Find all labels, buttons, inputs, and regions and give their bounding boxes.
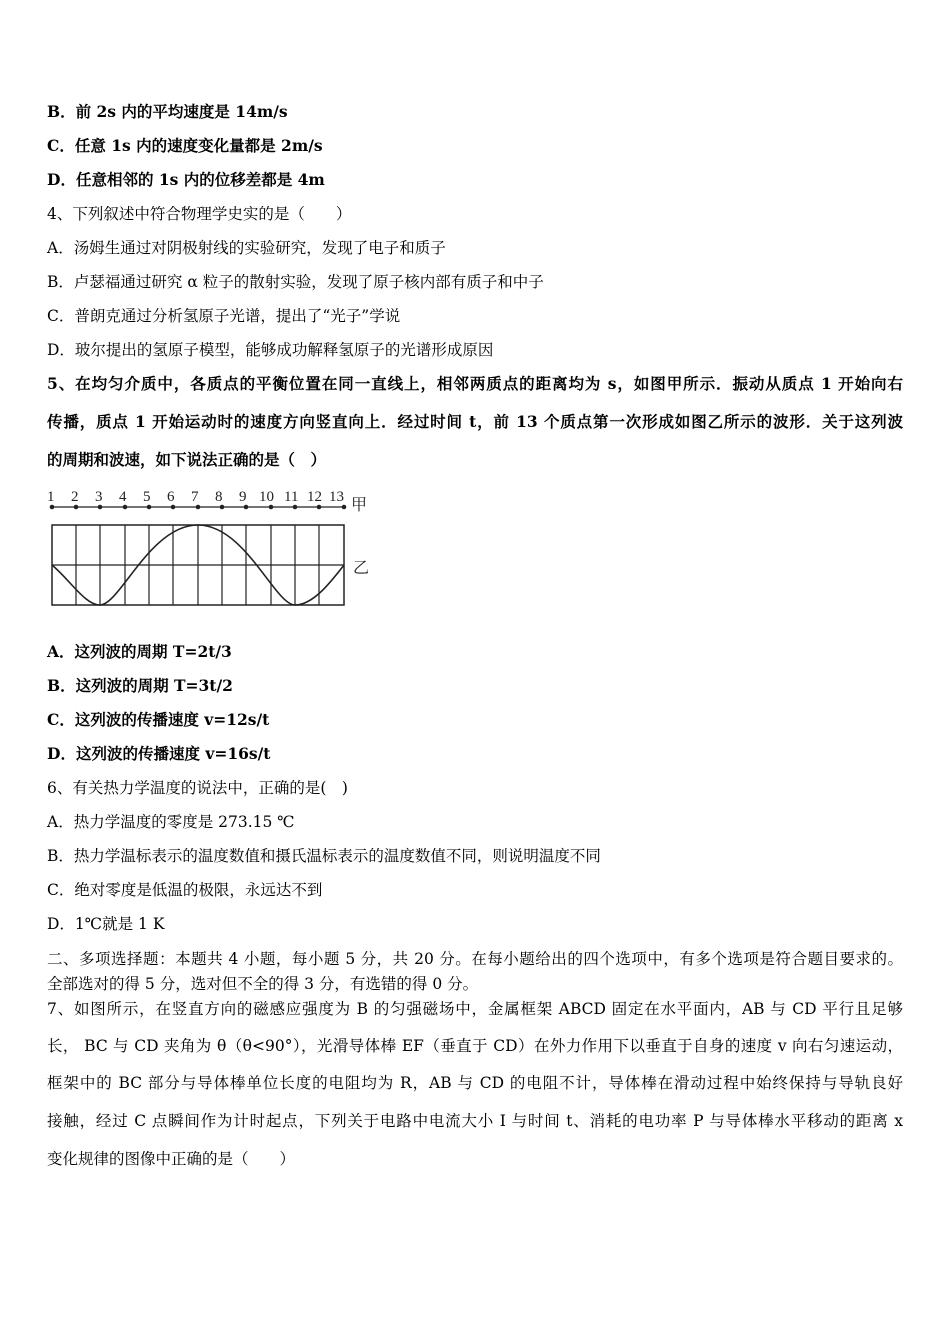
- q5-stem-line3: 的周期和波速，如下说法正确的是（ ）: [47, 450, 327, 469]
- section2-line2: 全部选对的得 5 分，选对但不全的得 3 分，有选错的得 0 分。: [47, 975, 479, 993]
- q5-option-b: B．这列波的周期 T=3t/2: [47, 676, 233, 695]
- q4-stem: 4、下列叙述中符合物理学史实的是（ ）: [47, 205, 352, 223]
- q5-stem-line2: 传播，质点 1 开始运动时的速度方向竖直向上．经过时间 t，前 13 个质点第一次形成如图乙所示的波形．关于这列波: [47, 412, 903, 431]
- q5-option-a: A．这列波的周期 T=2t/3: [47, 642, 232, 661]
- point-label: 8: [215, 489, 223, 505]
- q4-option-a: A．汤姆生通过对阴极射线的实验研究，发现了电子和质子: [47, 239, 446, 257]
- grid-lines: [52, 525, 344, 605]
- q4-option-c: C．普朗克通过分析氢原子光谱，提出了“光子”学说: [47, 307, 401, 325]
- label-jia: 甲: [351, 497, 368, 514]
- q7-line2: 长， BC 与 CD 夹角为 θ（θ<90°），光滑导体棒 EF（垂直于 CD）在外力作用下以垂直于自身的速度 v 向右匀速运动，: [47, 1037, 903, 1055]
- point-label: 10: [259, 489, 274, 505]
- point-label: 4: [119, 489, 127, 505]
- point-label: 13: [329, 489, 344, 505]
- q7-line3: 框架中的 BC 部分与导体棒单位长度的电阻均为 R，AB 与 CD 的电阻不计，导体棒在滑动过程中始终保持与导轨良好: [47, 1074, 903, 1092]
- point-label: 5: [143, 489, 151, 505]
- point-label: 2: [71, 489, 79, 505]
- q7-line4: 接触，经过 C 点瞬间作为计时起点，下列关于电路中电流大小 I 与时间 t、消耗的电功率 P 与导体棒水平移动的距离 x: [47, 1112, 903, 1130]
- point-label: 3: [95, 489, 103, 505]
- point-label: 11: [284, 489, 299, 505]
- point-label: 12: [307, 489, 322, 505]
- point-label: 1: [47, 489, 55, 505]
- q6-option-b: B．热力学温标表示的温度数值和摄氏温标表示的温度数值不同，则说明温度不同: [47, 847, 601, 865]
- wave-figure: [45, 485, 375, 610]
- section2-line1: 二、多项选择题：本题共 4 小题，每小题 5 分，共 20 分。在每小题给出的四个选项中，有多个选项是符合题目要求的。: [47, 950, 903, 968]
- q7-line5: 变化规律的图像中正确的是（ ）: [47, 1150, 296, 1168]
- q3-option-b: B．前 2s 内的平均速度是 14m/s: [47, 102, 288, 121]
- label-yi: 乙: [353, 560, 370, 577]
- q5-option-c: C．这列波的传播速度 v=12s/t: [47, 710, 270, 729]
- point-label: 9: [239, 489, 247, 505]
- q6-option-a: A．热力学温度的零度是 273.15 ℃: [47, 813, 295, 831]
- q6-stem: 6、有关热力学温度的说法中，正确的是( ): [47, 779, 348, 797]
- point-label: 7: [191, 489, 199, 505]
- q3-option-c: C．任意 1s 内的速度变化量都是 2m/s: [47, 136, 323, 155]
- q6-option-c: C．绝对零度是低温的极限，永远达不到: [47, 881, 323, 899]
- q5-option-d: D．这列波的传播速度 v=16s/t: [47, 744, 271, 763]
- q6-option-d: D．1℃就是 1 K: [47, 915, 165, 933]
- q7-line1: 7、如图所示，在竖直方向的磁感应强度为 B 的匀强磁场中，金属框架 ABCD 固定在水平面内，AB 与 CD 平行且足够: [47, 1000, 903, 1018]
- point-label: 6: [167, 489, 175, 505]
- q5-stem-line1: 5、在均匀介质中，各质点的平衡位置在同一直线上，相邻两质点的距离均为 s，如图甲所示．振动从质点 1 开始向右: [47, 374, 903, 393]
- q4-option-d: D．玻尔提出的氢原子模型，能够成功解释氢原子的光谱形成原因: [47, 341, 494, 359]
- q4-option-b: B．卢瑟福通过研究 α 粒子的散射实验，发现了原子核内部有质子和中子: [47, 273, 544, 291]
- q3-option-d: D．任意相邻的 1s 内的位移差都是 4m: [47, 170, 325, 189]
